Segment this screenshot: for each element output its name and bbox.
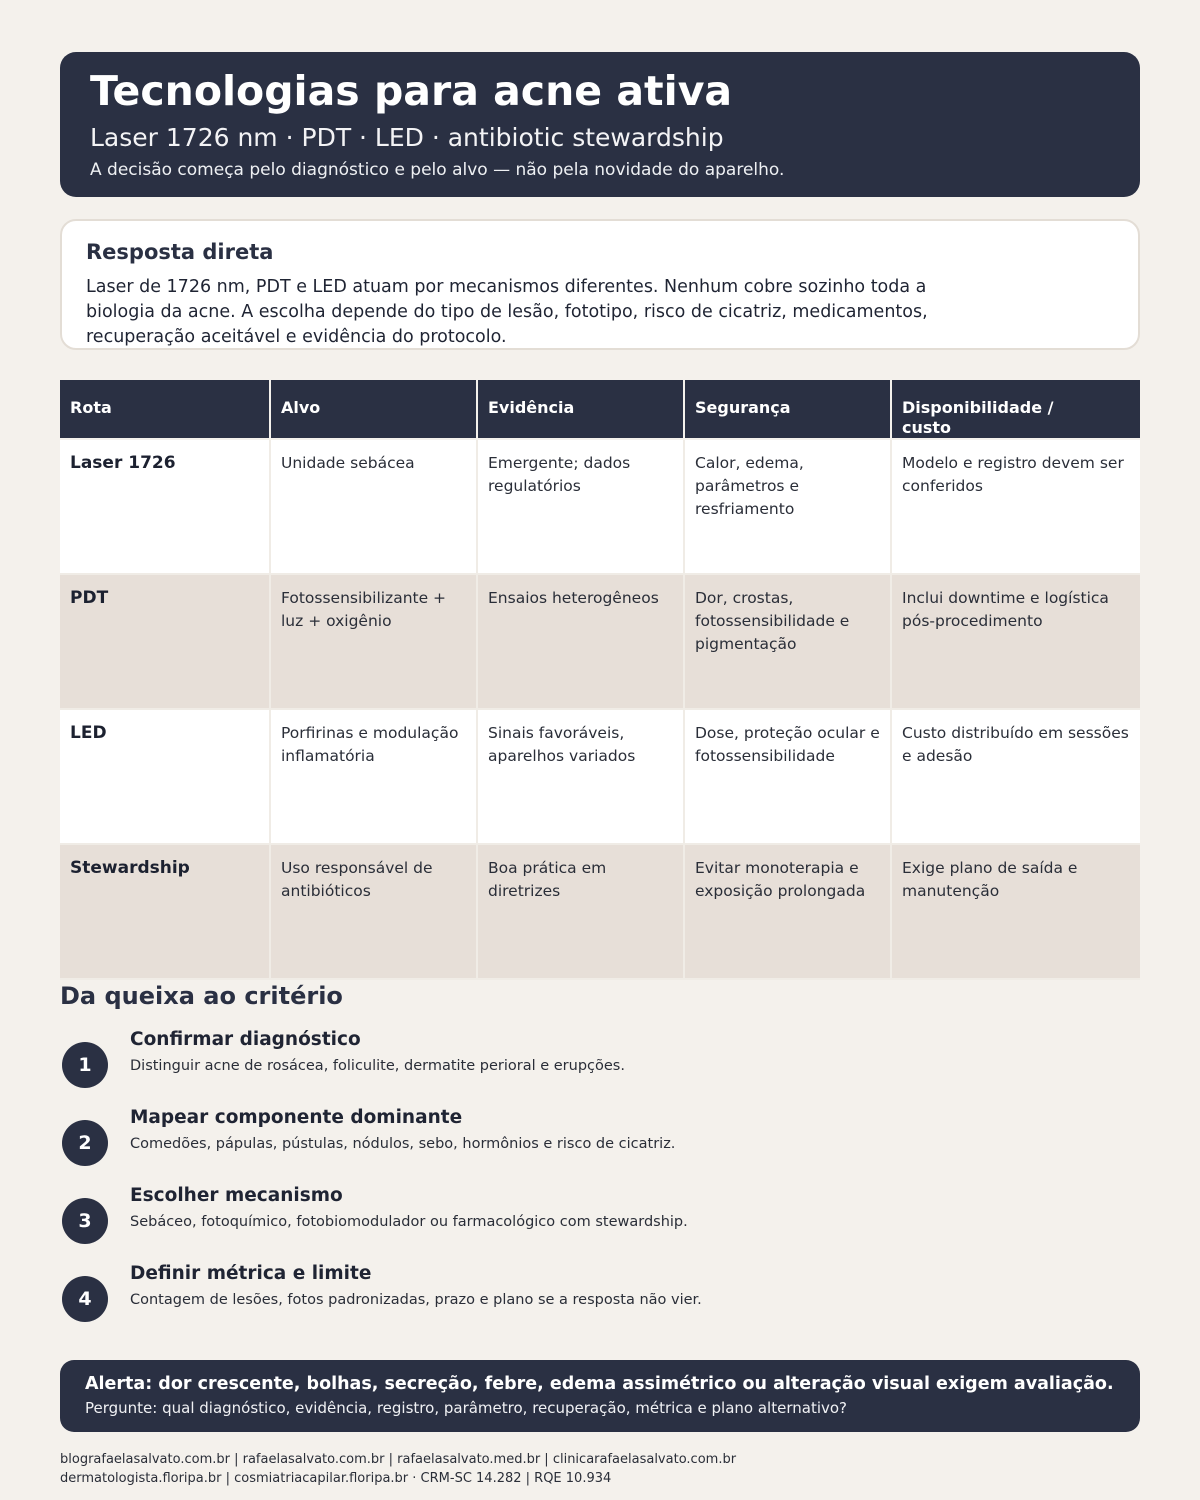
table-cell: Fotossensibilizante + luz + oxigênio <box>270 574 477 709</box>
step-description: Distinguir acne de rosácea, foliculite, dermatite perioral e erupções. <box>130 1058 625 1074</box>
table-cell: Evitar monoterapia e exposição prolongada <box>684 844 891 979</box>
comparison-table <box>60 380 1140 980</box>
table-cell: Emergente; dados regulatórios <box>477 439 684 574</box>
column-header-rota: Rota <box>60 380 270 439</box>
step-description: Comedões, pápulas, pústulas, nódulos, sebo, hormônios e risco de cicatriz. <box>130 1136 676 1152</box>
step-item <box>60 1107 1140 1178</box>
page-title: Tecnologias para acne ativa <box>90 67 733 115</box>
column-header-evidencia: Evidência <box>477 380 684 439</box>
table-row <box>60 709 1140 844</box>
alert-questions: Pergunte: qual diagnóstico, evidência, registro, parâmetro, recuperação, métrica e plano alternativo? <box>85 1399 848 1417</box>
table-cell: Unidade sebácea <box>270 439 477 574</box>
step-item <box>60 1263 1140 1334</box>
table-cell-route: PDT <box>60 574 270 709</box>
table-cell: Ensaios heterogêneos <box>477 574 684 709</box>
table-cell: Inclui downtime e logística pós-procedimento <box>891 574 1140 709</box>
table-cell: Uso responsável de antibióticos <box>270 844 477 979</box>
step-number-badge: 4 <box>62 1276 108 1322</box>
step-title: Definir métrica e limite <box>130 1263 372 1284</box>
alert-message: Alerta: dor crescente, bolhas, secreção, febre, edema assimétrico ou alteração visual exigem avaliação. <box>85 1374 1114 1394</box>
column-header-disponibilidade: Disponibilidade / custo <box>891 380 1140 439</box>
step-number-badge: 1 <box>62 1042 108 1088</box>
step-number-badge: 2 <box>62 1120 108 1166</box>
step-item <box>60 1185 1140 1256</box>
table-row <box>60 844 1140 979</box>
table-cell: Sinais favoráveis, aparelhos variados <box>477 709 684 844</box>
step-description: Contagem de lesões, fotos padronizadas, prazo e plano se a resposta não vier. <box>130 1292 702 1308</box>
steps-section-title: Da queixa ao critério <box>60 982 343 1010</box>
direct-answer-card <box>60 219 1140 350</box>
page-tagline: A decisão começa pelo diagnóstico e pelo alvo — não pela novidade do aparelho. <box>90 160 785 180</box>
table-header-row <box>60 380 1140 439</box>
step-description: Sebáceo, fotoquímico, fotobiomodulador ou farmacológico com stewardship. <box>130 1214 688 1230</box>
step-number-badge: 3 <box>62 1198 108 1244</box>
column-header-seguranca: Segurança <box>684 380 891 439</box>
direct-answer-title: Resposta direta <box>86 240 274 264</box>
table-row <box>60 439 1140 574</box>
table-cell: Exige plano de saída e manutenção <box>891 844 1140 979</box>
table-cell: Custo distribuído em sessões e adesão <box>891 709 1140 844</box>
table-cell: Boa prática em diretrizes <box>477 844 684 979</box>
table-cell-route: Laser 1726 <box>60 439 270 574</box>
table-cell: Dor, crostas, fotossensibilidade e pigmentação <box>684 574 891 709</box>
direct-answer-text: Laser de 1726 nm, PDT e LED atuam por mecanismos diferentes. Nenhum cobre sozinho toda a biologia da acne. A escolha depende do tipo de lesão, fototipo, risco de cicatriz, medicamentos, recuperação aceitável e evidência do protocolo. <box>86 277 928 347</box>
table-cell: Porfirinas e modulação inflamatória <box>270 709 477 844</box>
footer-links-line: blografaelasalvato.com.br | rafaelasalvato.com.br | rafaelasalvato.med.br | clinicarafaelasalvato.com.br <box>60 1452 737 1467</box>
column-header-alvo: Alvo <box>270 380 477 439</box>
table-cell-route: LED <box>60 709 270 844</box>
step-title: Escolher mecanismo <box>130 1185 343 1206</box>
step-title: Confirmar diagnóstico <box>130 1029 361 1050</box>
step-item <box>60 1029 1140 1100</box>
footer <box>60 1450 736 1488</box>
footer-credentials-line: dermatologista.floripa.br | cosmiatriacapilar.floripa.br · CRM-SC 14.282 | RQE 10.934 <box>60 1471 612 1486</box>
alert-banner <box>60 1360 1140 1432</box>
table-cell: Modelo e registro devem ser conferidos <box>891 439 1140 574</box>
table-cell-route: Stewardship <box>60 844 270 979</box>
table-row <box>60 574 1140 709</box>
table-cell: Calor, edema, parâmetros e resfriamento <box>684 439 891 574</box>
table-cell: Dose, proteção ocular e fotossensibilidade <box>684 709 891 844</box>
step-title: Mapear componente dominante <box>130 1107 463 1128</box>
header-banner <box>60 52 1140 197</box>
page-subtitle: Laser 1726 nm · PDT · LED · antibiotic stewardship <box>90 123 724 152</box>
